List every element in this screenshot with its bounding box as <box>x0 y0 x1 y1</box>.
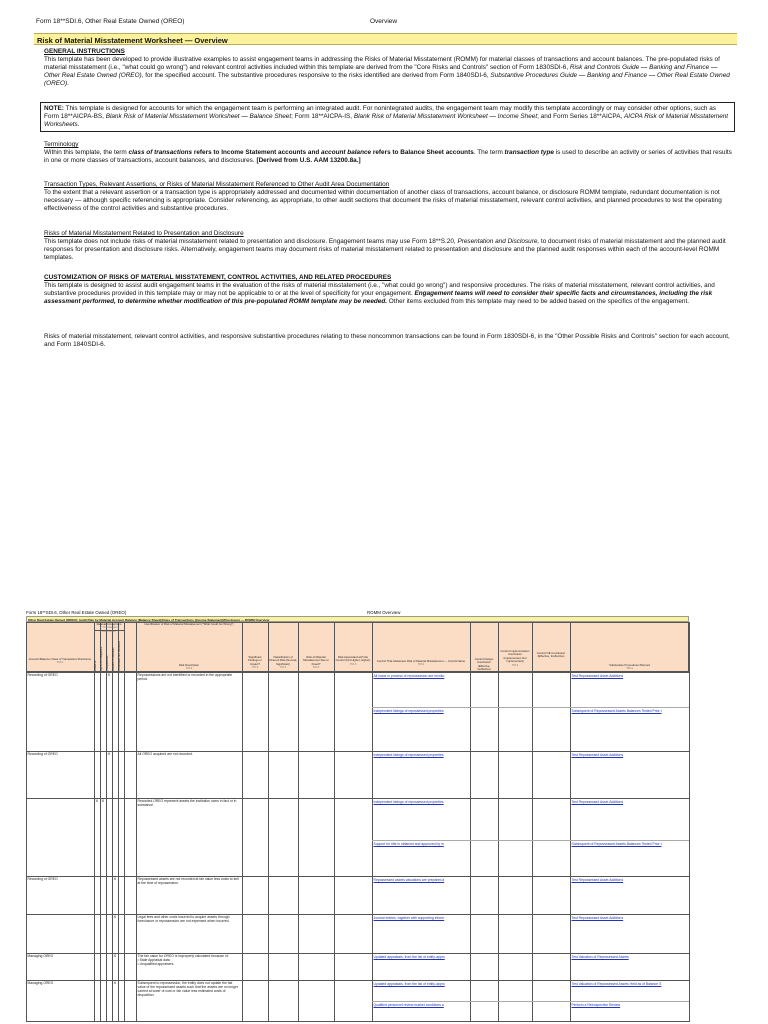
romm-overview-table <box>26 622 689 1022</box>
header-assertion-completeness: Completeness <box>106 655 109 671</box>
control-link[interactable]: Updated appraisals, from the list of entity-appro <box>373 981 445 986</box>
terminology-section <box>44 141 734 165</box>
column-divider <box>242 622 243 1022</box>
control-link[interactable]: Independent listings of repossessed properties <box>373 752 444 757</box>
header-risk-description-ref: TM.4 <box>185 666 193 671</box>
procedure-link[interactable]: Test Valuation of Repossessed Assets Held as of Balance S <box>571 981 662 986</box>
row-risk-description: Recorded OREO represent assets the institution owns in fact or in substance. <box>137 799 237 808</box>
header-risk-description-text: Risk Description <box>178 663 200 667</box>
header-control-name <box>373 660 469 672</box>
row-risk-description: All OREO acquired are not recorded. <box>137 752 193 756</box>
header-design-conclusion-text: Control Design Conclusion (Effective, Ineffective) <box>474 657 494 672</box>
header-control-name-text: Control That Addresses Risk of Material Misstatement — Control Name <box>376 659 466 663</box>
assertion-mark: X <box>95 798 99 803</box>
header-substantive-procedures-ref: TM.4 <box>626 666 633 671</box>
header-assertion-existence: Existence <box>94 660 97 671</box>
presentation-disclosure-heading: Risks of Material Misstatement Related to Presentation and Disclosure <box>44 230 244 237</box>
column-divider <box>470 622 471 1022</box>
assertion-mark: X <box>113 953 117 958</box>
header-design-conclusion <box>471 658 497 672</box>
column-divider <box>532 622 533 1022</box>
audit-plan-title-strip: Other Real Estate Owned (OREO): Audit Plan by Material Account Balance (Balance Sheet)/Class of Transactions (Income Statement)/Disclosure — ROMM Overview <box>26 616 689 622</box>
header-account-text: Account Balance/ Class of Transaction/ Disclosure <box>28 657 92 661</box>
header-assertions-group <box>95 622 123 633</box>
control-link[interactable]: Independent listings of repossessed properties <box>373 708 444 713</box>
procedure-link[interactable]: Test Repossessed Asset Additions <box>571 799 624 804</box>
header-risk-controls-text: Risk Associated with the Control (Not Higher, Higher) <box>335 655 371 663</box>
sub-row-divider <box>372 707 689 708</box>
procedure-link[interactable]: Subsequent of Repossessed Assets Balances Tested Prior t <box>571 841 662 846</box>
row-risk-description: Repossessions are not identified or recorded in the appropriate period. <box>137 673 233 682</box>
customization-body: This template is designed to assist audit engagement teams in the evaluation of the risks of material misstatement (i.e., "what could go wrong") and responsive procedures. The risks of material misstatement, relevant control activities, and substantive procedures provided in this template may or may not be applicable to or at the level of specificity for your engagement. Engagement teams will need to consider their specific facts and circumstances, including the risk assessment performed, to determine whether modification of this pre-populated ROMM template may be needed. Other items excluded from this template may need to be added based on the specifics of the engagement. <box>44 282 715 306</box>
column-divider <box>498 622 499 1022</box>
header-significant-findings-ref: TM.4 <box>251 665 259 670</box>
control-link[interactable]: Updated appraisals, from the list of entity-appro <box>373 954 445 959</box>
page2-header-form: Form 18**SDI.6, Other Real Estate Owned (OREO) <box>26 610 127 615</box>
header-assertions-group-sub: (* Transaction Assertions) <box>100 625 118 633</box>
control-link[interactable]: Repossessed assets valuations are prepared a <box>373 877 445 882</box>
transaction-types-heading: Transaction Types, Relevant Assertions, or Risks of Material Misstatement Referenced to Other Audit Area Documentation <box>44 181 390 188</box>
header-assertion-valuation-or-allocation: Valuation or Allocation <box>112 647 115 671</box>
header-assertion-presentation-and-disclosure: Presentation and Disclosure <box>118 641 121 671</box>
column-divider <box>268 622 269 1022</box>
column-divider <box>570 622 571 1022</box>
header-significant-findings-text: Significant Findings or Impact? <box>248 655 262 666</box>
column-divider <box>372 622 373 1022</box>
terminology-heading: Terminology <box>44 141 79 148</box>
note-body: NOTE: This template is designed for accounts for which the engagement team is performing an integrated audit. For nonintegrated audits, the engagement team may modify this template accordingly or may consider other options, such as Form 18**AICPA-BS, Blank Risk of Material Misstatement Worksheet — Balance Sheet; Form 18**AICPA-IS, Blank Risk of Material Misstatement Worksheet — Income Sheet; and Form Series 18**AICPA, AICPA Risk of Material Misstatement Worksheets. <box>44 104 729 128</box>
other-risks-section <box>44 333 734 349</box>
page1-title: Risk of Material Misstatement Worksheet — Overview <box>34 33 737 45</box>
header-classification-ref: TM.4 <box>279 665 287 670</box>
column-divider <box>689 622 690 1022</box>
assertion-mark: X <box>113 914 117 919</box>
header-classification-text: Classification of Inherent Risk (Normal, Significant) <box>269 655 297 666</box>
header-rmm-fraud-text: Risk of Material Misstatement Due to Fraud? <box>303 655 329 666</box>
table-bottom-border <box>26 1021 689 1022</box>
row-risk-description: Legal fees and other costs incurred to acquire assets through foreclosure or repossession are not expensed when incurred. <box>137 915 230 924</box>
header-substantive-procedures <box>571 664 688 672</box>
column-divider <box>106 622 107 1022</box>
header-risk-controls <box>335 656 371 672</box>
header-account-ref: TM.4 <box>56 660 64 665</box>
header-classification <box>269 656 297 672</box>
control-link[interactable]: Support for title is obtained and approved by m <box>373 841 444 846</box>
note-label: NOTE: <box>44 104 64 112</box>
header-substantive-procedures-text: Substantive Procedures Planned <box>609 663 650 667</box>
page1-header <box>36 18 736 30</box>
terminology-body: Within this template, the term class of transactions refers to Income Statement accounts and account balance refers to Balance Sheet accounts. The term transaction type is used to describe an activity or series of activities that results in one or more classes of transactions, account balances, and disclosures. [Derived from U.S. AAM 13200.8a.] <box>44 149 732 165</box>
sub-row-divider <box>372 1001 689 1002</box>
header-risk-controls-ref: TM.4 <box>349 661 357 666</box>
control-link[interactable]: All loans in process of repossession are monito <box>373 673 445 678</box>
customization-heading: CUSTOMIZATION OF RISKS OF MATERIAL MISSTATEMENT, CONTROL ACTIVITIES, AND RELATED PROCEDURES <box>44 274 392 281</box>
column-divider <box>94 622 95 1022</box>
transaction-types-section <box>44 181 734 213</box>
procedure-link[interactable]: Test Repossessed Asset Additions <box>571 915 624 920</box>
column-divider <box>118 622 119 1022</box>
header-implementation-conclusion-text: Control Implementation Conclusion (Implemented, Not Implemented) <box>500 649 530 664</box>
procedure-link[interactable]: Subsequent of Repossessed Assets Balances Tested Prior t <box>571 708 662 713</box>
header-control-name-ref: TM.4 <box>417 662 425 667</box>
column-divider <box>112 622 113 1022</box>
general-instructions-section <box>44 48 734 88</box>
procedure-link[interactable]: Test Repossessed Asset Additions <box>571 673 624 678</box>
sub-row-divider <box>372 840 689 841</box>
procedure-link[interactable]: Test Repossessed Asset Additions <box>571 752 624 757</box>
general-instructions-heading: GENERAL INSTRUCTIONS <box>44 48 125 55</box>
note-box <box>40 102 735 132</box>
row-account: Recording of OREO <box>27 752 58 756</box>
control-link[interactable]: Qualified personnel review market conditions a <box>373 1002 444 1007</box>
assertion-mark: X <box>101 798 105 803</box>
transaction-types-body: To the extent that a relevant assertion or a transaction type is appropriately addressed and documented within documentation of another class of transactions, account balance, or disclosure ROMM template, redundant documentation is not necessary — although specific referencing is appropriate. Consider referencing, as appropriate, to other audit sections that document the risks of material misstatement, relevant control activities, and planned procedures to test the operating effectiveness of the control activities and substantive procedures. <box>44 189 722 213</box>
column-divider <box>124 622 125 1022</box>
column-divider <box>334 622 335 1022</box>
assertion-mark: X <box>113 876 117 881</box>
row-account: Managing OREO <box>27 981 54 985</box>
header-identification-text: Identification of Risk of Material Misstatement ("What Could Go Wrong") <box>144 622 234 626</box>
row-account: Recording of OREO <box>27 673 58 677</box>
page1-header-section: Overview <box>370 18 398 25</box>
header-implementation-conclusion <box>499 650 531 672</box>
general-instructions-body: This template has been developed to provide illustrative examples to assist engagement teams in addressing the Risks of Material Misstatement (ROMM) for material classes of transactions and account balances. The pre-populated risks of material misstatement (i.e., "what could go wrong") and relevant control activities included within this template are derived from the "Core Risks and Controls" section of Form 1830SDI-6, Risk and Controls Guide — Banking and Finance — Other Real Estate Owned (OREO), for the specified account. The substantive procedures responsive to the risks identified are derived from Form 1840SDI-6, Substantive Procedures Guide — Banking and Finance — Other Real Estate Owned (OREO). <box>44 56 730 88</box>
row-risk-description: Subsequent to repossession, the entity does not update the fair value of the repossessed assets such that the assets are no longer carried at lower of cost or fair value less estimated costs of disposition. <box>137 981 238 998</box>
header-implementation-conclusion-ref: TM.4 <box>511 662 519 667</box>
row-risk-description: Repossessed assets are not recorded at fair value less costs to sell at the time of repossession. <box>137 877 239 886</box>
assertion-mark: X <box>107 751 111 756</box>
header-account <box>27 658 93 672</box>
control-link[interactable]: Journal entries, together with supporting inform <box>373 915 445 920</box>
assertion-mark: X <box>113 980 117 985</box>
column-divider <box>100 622 101 1022</box>
page2-header-section: ROMM Overview <box>367 610 401 615</box>
customization-section <box>44 274 734 306</box>
header-significant-findings <box>243 656 267 672</box>
procedure-link[interactable]: Test Repossessed Asset Additions <box>571 877 624 882</box>
assertion-mark: X <box>107 672 111 677</box>
row-account: Recording of OREO <box>27 877 58 881</box>
header-rmm-fraud <box>299 656 333 672</box>
page1-header-form: Form 18**SDI.6, Other Real Estate Owned (OREO) <box>36 18 185 25</box>
procedure-link[interactable]: Test Valuation of Repossessed Assets <box>571 954 629 959</box>
procedure-link[interactable]: Perform a Retrospective Review <box>571 1002 621 1007</box>
row-risk-description: The fair value for OREO is improperly calculated because of: • Stale Appraisal data • Unqualified appraisers. <box>137 954 229 967</box>
other-risks-body: Risks of material misstatement, relevant control activities, and responsive substantive procedures relating to these noncommon transactions can be found in Form 1830SDI-6, in the "Other Possible Risks and Controls" section for each account, and Form 1840SDI-6. <box>44 333 730 349</box>
header-identification <box>137 623 241 633</box>
header-oe-conclusion <box>533 652 569 672</box>
row-account: Managing OREO <box>27 954 54 958</box>
header-assertion-rights-and-obligations: Rights and Obligations <box>100 646 103 671</box>
presentation-disclosure-body: This template does not include risks of material misstatement related to presentation and disclosure. Engagement teams may use Form 18**S.20, Presentation and Disclosure, to document risks of material misstatement and the planned audit responses for presentation and disclosure risks. Alternatively, engagement teams may document risks of material misstatement related to presentation and disclosure and the planned audit responses within each of the account-level ROMM templates. <box>44 238 726 262</box>
column-divider <box>298 622 299 1022</box>
header-oe-conclusion-text: Control OE Conclusion (Effective, Ineffective) <box>536 651 566 659</box>
header-risk-description <box>137 664 241 672</box>
presentation-disclosure-section <box>44 230 734 262</box>
control-link[interactable]: Independent listings of repossessed properties <box>373 799 444 804</box>
header-rmm-fraud-ref: TM.4 <box>312 665 320 670</box>
header-assertions-group-text: Relevant Assertions <box>96 622 122 626</box>
